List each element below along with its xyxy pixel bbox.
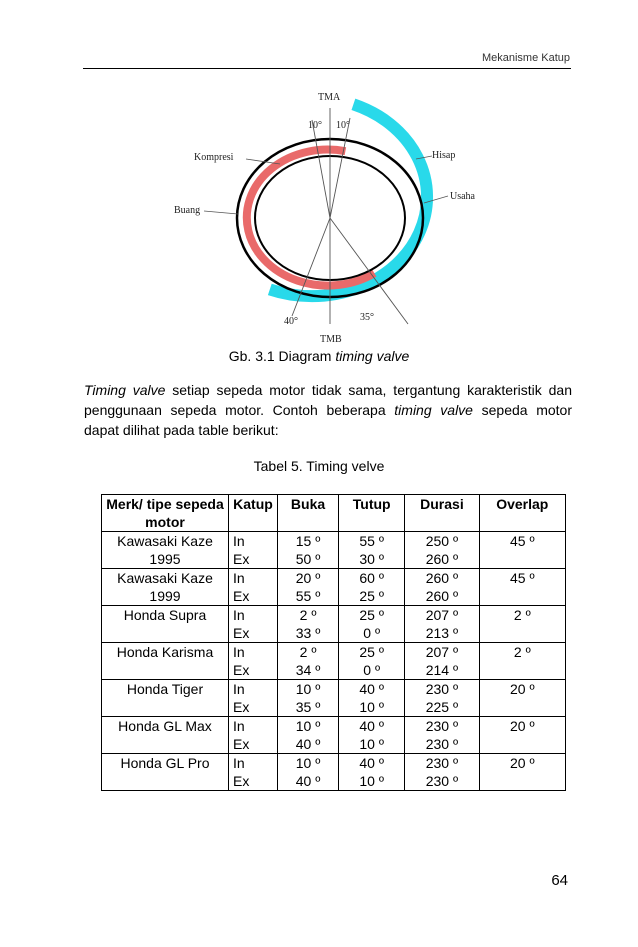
body-paragraph [84, 380, 572, 440]
cell-durasi: 230 º [405, 772, 479, 791]
table-row [102, 754, 566, 773]
cell-durasi: 214 º [405, 661, 479, 680]
header-overlap: Overlap [479, 495, 565, 532]
cell-merk: Honda Tiger [102, 680, 229, 717]
table-header-row [102, 495, 566, 532]
cell-buka: 33 º [278, 624, 339, 643]
para-text-2: sepeda motor dapat dilihat pada table berikut: [84, 402, 572, 438]
table-row [102, 643, 566, 662]
cell-buka: 55 º [278, 587, 339, 606]
cell-buka: 40 º [278, 735, 339, 754]
cell-buka: 10 º [278, 754, 339, 773]
cell-tutup: 40 º [339, 680, 405, 699]
cell-katup: In [229, 717, 278, 736]
page-number: 64 [551, 872, 568, 889]
exhaust-band [247, 150, 375, 286]
cell-tutup: 55 º [339, 532, 405, 551]
label-tma: TMA [318, 92, 341, 103]
cell-merk: Honda GL Max [102, 717, 229, 754]
cell-merk: Kawasaki Kaze 1995 [102, 532, 229, 569]
cell-buka: 50 º [278, 550, 339, 569]
cell-durasi: 230 º [405, 680, 479, 699]
cell-katup: In [229, 569, 278, 588]
cell-tutup: 10 º [339, 735, 405, 754]
cell-durasi: 260 º [405, 587, 479, 606]
cell-durasi: 230 º [405, 717, 479, 736]
label-kompresi: Kompresi [194, 152, 234, 163]
cell-buka: 35 º [278, 698, 339, 717]
cell-buka: 20 º [278, 569, 339, 588]
label-buang: Buang [174, 205, 201, 216]
cell-overlap: 2 º [479, 606, 565, 643]
cell-tutup: 0 º [339, 624, 405, 643]
cell-overlap: 20 º [479, 680, 565, 717]
cell-katup: Ex [229, 624, 278, 643]
para-text-1: setiap sepeda motor tidak sama, tergantung karakteristik dan penggunaan sepeda motor. Contoh beberapa [84, 382, 572, 418]
table-row [102, 680, 566, 699]
cell-durasi: 213 º [405, 624, 479, 643]
cell-overlap: 20 º [479, 754, 565, 791]
cell-katup: In [229, 680, 278, 699]
cell-tutup: 40 º [339, 717, 405, 736]
cell-durasi: 230 º [405, 754, 479, 773]
cell-katup: In [229, 532, 278, 551]
cell-durasi: 250 º [405, 532, 479, 551]
cell-buka: 10 º [278, 680, 339, 699]
cell-katup: Ex [229, 772, 278, 791]
cell-katup: Ex [229, 735, 278, 754]
para-italic-2: timing valve [394, 402, 473, 418]
cell-durasi: 207 º [405, 643, 479, 662]
cell-overlap: 45 º [479, 532, 565, 569]
header-durasi: Durasi [405, 495, 479, 532]
table-row [102, 569, 566, 588]
table-row [102, 606, 566, 625]
timing-valve-table [101, 494, 566, 791]
cell-durasi: 230 º [405, 735, 479, 754]
cell-tutup: 30 º [339, 550, 405, 569]
cell-durasi: 260 º [405, 550, 479, 569]
figure-caption [0, 348, 638, 364]
para-italic-1: Timing valve [84, 382, 166, 398]
cell-tutup: 25 º [339, 643, 405, 662]
timing-valve-diagram [174, 86, 500, 348]
label-angle-right-bottom: 35° [360, 312, 374, 323]
cell-katup: Ex [229, 698, 278, 717]
table-row [102, 532, 566, 551]
cell-katup: Ex [229, 550, 278, 569]
label-usaha: Usaha [450, 191, 475, 202]
label-tmb: TMB [320, 334, 342, 345]
cell-buka: 40 º [278, 772, 339, 791]
cell-buka: 2 º [278, 606, 339, 625]
table-title: Tabel 5. Timing velve [253, 458, 385, 474]
cell-merk: Kawasaki Kaze 1999 [102, 569, 229, 606]
cell-overlap: 2 º [479, 643, 565, 680]
cell-overlap: 45 º [479, 569, 565, 606]
header-tutup: Tutup [339, 495, 405, 532]
cell-katup: In [229, 606, 278, 625]
cell-durasi: 225 º [405, 698, 479, 717]
cell-buka: 34 º [278, 661, 339, 680]
cell-durasi: 207 º [405, 606, 479, 625]
buang-leader [204, 211, 238, 214]
cell-tutup: 40 º [339, 754, 405, 773]
caption-prefix: Gb. 3.1 Diagram [228, 348, 336, 364]
table-row [102, 717, 566, 736]
cell-katup: In [229, 754, 278, 773]
cell-tutup: 10 º [339, 698, 405, 717]
cell-buka: 2 º [278, 643, 339, 662]
cell-tutup: 25 º [339, 587, 405, 606]
header-katup: Katup [229, 495, 278, 532]
cell-katup: In [229, 643, 278, 662]
label-hisap: Hisap [432, 150, 456, 161]
cell-katup: Ex [229, 661, 278, 680]
caption-italic: timing valve [335, 348, 410, 364]
cell-tutup: 10 º [339, 772, 405, 791]
cell-tutup: 0 º [339, 661, 405, 680]
cell-tutup: 25 º [339, 606, 405, 625]
cell-durasi: 260 º [405, 569, 479, 588]
cell-buka: 10 º [278, 717, 339, 736]
header-buka: Buka [278, 495, 339, 532]
cell-tutup: 60 º [339, 569, 405, 588]
cell-merk: Honda Karisma [102, 643, 229, 680]
label-angle-left-bottom: 40° [284, 316, 298, 327]
cell-buka: 15 º [278, 532, 339, 551]
label-angle-right-top: 10° [336, 120, 350, 131]
running-header: Mekanisme Katup [481, 52, 570, 64]
cell-overlap: 20 º [479, 717, 565, 754]
cell-merk: Honda Supra [102, 606, 229, 643]
label-angle-left-top: 10° [308, 120, 322, 131]
cell-merk: Honda GL Pro [102, 754, 229, 791]
header-merk: Merk/ tipe sepeda motor [102, 495, 229, 532]
header-rule [83, 68, 571, 69]
cell-katup: Ex [229, 587, 278, 606]
